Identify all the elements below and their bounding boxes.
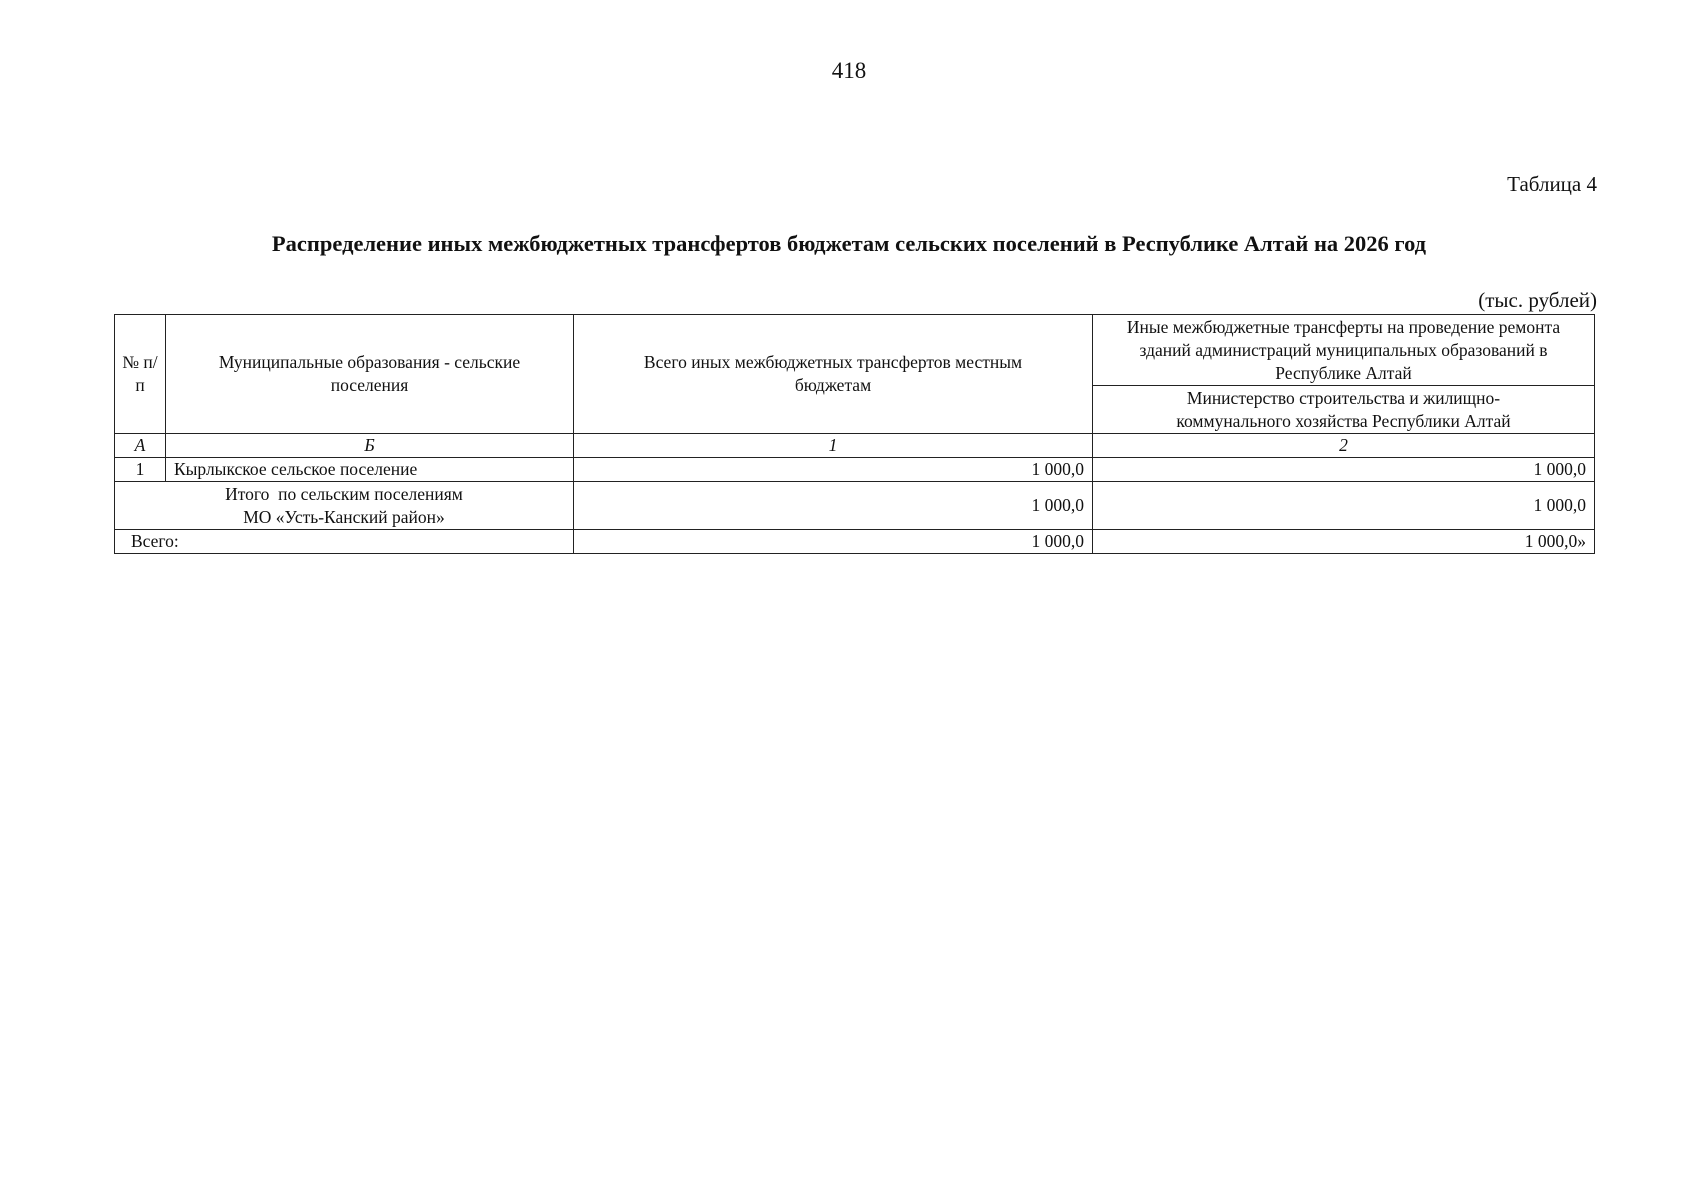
column-letter: Б [166, 434, 574, 458]
header-total: Всего иных межбюджетных трансфертов местным бюджетам [574, 315, 1093, 434]
subtotal-row [115, 482, 1595, 530]
grand-total-ministry-value: 1 000,0» [1093, 530, 1595, 554]
header-ministry: Министерство строительства и жилищно-коммунального хозяйства Республики Алтай [1093, 386, 1595, 434]
municipality-name: Кырлыкское сельское поселение [166, 458, 574, 482]
column-letter: 2 [1093, 434, 1595, 458]
subtotal-label-line1: Итого по сельским поселениям [225, 483, 463, 504]
row-number: 1 [115, 458, 166, 482]
subtotal-total-value: 1 000,0 [574, 482, 1093, 530]
column-letter: А [115, 434, 166, 458]
transfer-distribution-table [114, 314, 1595, 554]
subtotal-label-line2: МО «Усть-Канский район» [243, 506, 445, 527]
grand-total-value: 1 000,0 [574, 530, 1093, 554]
subtotal-label [115, 482, 574, 530]
page-number: 418 [831, 58, 867, 83]
header-transfer-group: Иные межбюджетные трансферты на проведение ремонта зданий администраций муниципальных образований в Республике Алтай [1093, 315, 1595, 386]
header-num: № п/п [115, 315, 166, 434]
grand-total-row [115, 530, 1595, 554]
table-row [115, 458, 1595, 482]
grand-total-label: Всего: [115, 530, 574, 554]
document-title: Распределение иных межбюджетных трансфертов бюджетам сельских поселений в Республике Алтай на 2026 год [271, 231, 1427, 256]
ministry-value: 1 000,0 [1093, 458, 1595, 482]
subtotal-ministry-value: 1 000,0 [1093, 482, 1595, 530]
total-value: 1 000,0 [574, 458, 1093, 482]
header-municipality: Муниципальные образования - сельские поселения [166, 315, 574, 434]
table-label: Таблица 4 [1507, 172, 1597, 196]
units-label: (тыс. рублей) [1478, 288, 1597, 312]
column-letter: 1 [574, 434, 1093, 458]
